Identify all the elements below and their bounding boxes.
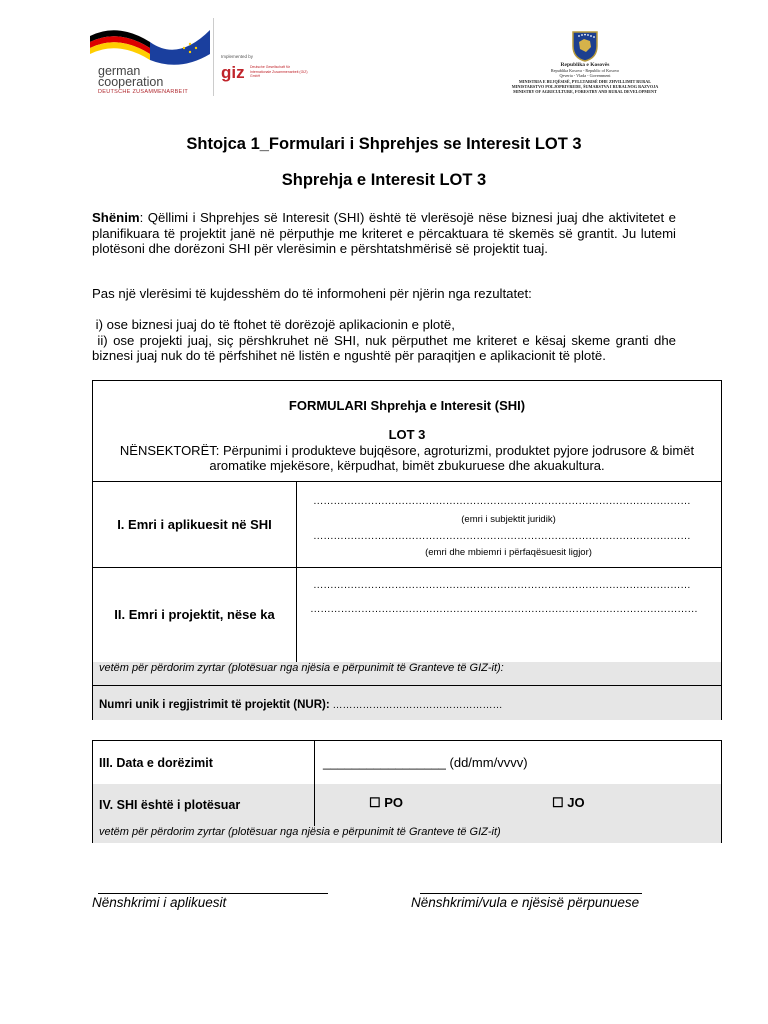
note-text: : Qëllimi i Shprehjes së Interesit (SHI) është të vlerësojë nëse biznesi juaj dhe aktivitetet e planifikuara të projektit janë në përputhje me kriteret e përcaktuara të skemës së grantit. Ju lutemi plotësoni dhe dorëzoni SHI për vlerësimin e përshtatshmërisë së projektit tuaj. <box>92 210 676 257</box>
completed-row <box>93 784 721 827</box>
official-use-note: vetëm për përdorim zyrtar (plotësuar nga njësia e përpunimit të Granteve të GIZ-it): <box>93 662 721 686</box>
submission-table <box>92 740 722 843</box>
submission-date-field[interactable]: _________________ (dd/mm/vvvv) <box>323 755 528 770</box>
official-use-note-2: vetëm për përdorim zyrtar (plotësuar nga njësia e përpunimit të Granteve të GIZ-it) <box>93 826 721 843</box>
gc-word-1: german <box>98 64 141 78</box>
project-name-label: II. Emri i projektit, nëse ka <box>93 567 297 662</box>
option-2: ii) ose projekti juaj, siç përshkruhet në SHI, nuk përputhet me kriteret e kësaj skeme granti dhe biznesi juaj nuk do të përfshihet në listën e ngushtë për paraqitjen e aplikacionit të plotë. <box>92 332 680 364</box>
applicant-signature-line[interactable] <box>98 893 328 894</box>
form-title: FORMULARI Shprehja e Interesit (SHI) <box>288 398 526 413</box>
giz-implemented-by: Implemented by <box>221 54 254 59</box>
nur-label: Numri unik i regjistrimit të projektit (NUR): <box>99 699 330 711</box>
kosovo-coat-of-arms-icon <box>570 30 600 62</box>
ks-line-4: MINISTRIA E BUJQËSISË, PYLLTARISË DHE ZHVILLIMIT RURAL <box>518 78 652 84</box>
kosovo-ministry-logo <box>500 24 670 102</box>
legal-entity-name-field[interactable]: ………………………………………………………………………………………………… <box>313 495 691 507</box>
project-name-field-1[interactable]: ………………………………………………………………………………………………… <box>313 579 691 591</box>
option-1: i) ose biznesi juaj do të ftohet të dorëzojë aplikacionin e plotë, <box>92 317 455 332</box>
completed-label: IV. SHI është i plotësuar <box>93 784 315 826</box>
legal-representative-caption: (emri dhe mbiemri i përfaqësuesit ligjor) <box>425 547 592 558</box>
document-title: Shtojca 1_Formulari i Shprehjes se Interesit LOT 3 <box>186 135 582 153</box>
ministry-text <box>500 62 670 94</box>
applicant-name-row <box>93 481 721 568</box>
results-intro: Pas një vlerësimi të kujdesshëm do të informoheni për njërin nga rezultatet: <box>92 286 532 301</box>
results-options <box>92 317 680 364</box>
ks-line-6: MINISTRY OF AGRICULTURE, FORESTRY AND RURAL DEVELOPMENT <box>513 89 657 95</box>
note-paragraph <box>92 210 676 257</box>
giz-description: Deutsche Gesellschaft für Internationale Zusammenarbeit (GIZ) GmbH <box>250 65 308 78</box>
form-header <box>93 381 721 482</box>
applicant-name-label: I. Emri i aplikuesit në SHI <box>93 481 297 567</box>
ks-line-5: MINISTARSTVO POLJOPRIVREDE, ŠUMARSTVA I RURALNOG RAZVOJA <box>511 83 659 89</box>
unit-signature-line[interactable] <box>420 893 642 894</box>
submission-date-row <box>93 741 721 785</box>
legal-entity-caption: (emri i subjektit juridik) <box>461 514 556 525</box>
nur-field[interactable]: …………………………………………… <box>329 700 503 711</box>
german-cooperation-logo <box>88 18 310 98</box>
nur-row <box>93 686 721 720</box>
eoi-form-table <box>92 380 722 720</box>
yes-checkbox[interactable]: ☐ PO <box>369 795 404 810</box>
applicant-signature-label: Nënshkrimi i aplikuesit <box>92 895 227 910</box>
submission-date-label: III. Data e dorëzimit <box>93 741 315 784</box>
note-label: Shënim <box>92 210 140 225</box>
logo-divider <box>213 18 214 96</box>
ks-line-3: Qeveria - Vlada - Government <box>559 73 611 79</box>
no-checkbox[interactable]: ☐ JO <box>552 795 585 810</box>
gc-word-2: cooperation <box>98 75 164 89</box>
giz-logo-text: giz <box>221 63 245 82</box>
project-name-row <box>93 567 721 663</box>
unit-signature-label: Nënshkrimi/vula e njësisë përpunuese <box>411 895 640 910</box>
form-subsectors: NËNSEKTORËT: Përpunimi i produkteve bujqësore, agroturizmi, produktet pyjore jodrusore & bimët aromatike mjekësore, kërpudhat, bimët zbukuruese dhe akuakultura. <box>119 443 695 473</box>
flag-swoosh-icon <box>88 24 213 69</box>
legal-representative-field[interactable]: ………………………………………………………………………………………………… <box>313 530 691 542</box>
project-name-field-2[interactable]: …………………………………………………………………………………………………… <box>310 603 698 615</box>
form-lot: LOT 3 <box>388 427 426 442</box>
ks-line-1: Republika e Kosovës <box>560 62 610 68</box>
document-subtitle: Shprehja e Interesit LOT 3 <box>281 171 487 189</box>
ks-line-2: Republika Kosova - Republic of Kosovo <box>550 68 620 74</box>
gc-subtitle: DEUTSCHE ZUSAMMENARBEIT <box>98 89 189 95</box>
